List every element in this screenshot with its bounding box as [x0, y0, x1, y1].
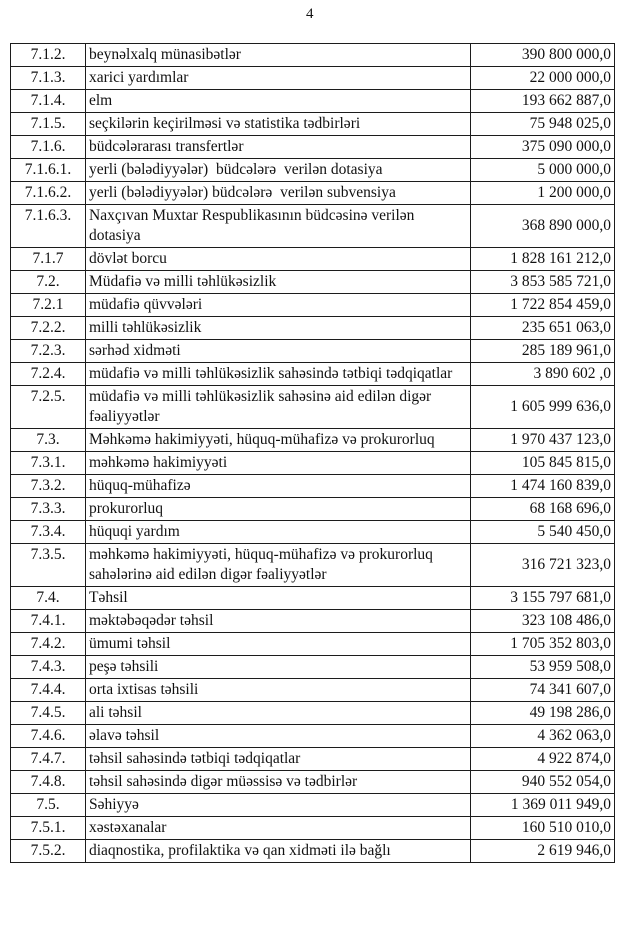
cell-description: məhkəmə hakimiyyəti — [86, 452, 471, 475]
cell-code: 7.4.3. — [11, 656, 86, 679]
cell-code: 7.3.1. — [11, 452, 86, 475]
cell-code: 7.5.1. — [11, 817, 86, 840]
table-row — [11, 44, 615, 67]
table-row — [11, 248, 615, 271]
cell-code: 7.4. — [11, 587, 86, 610]
cell-code: 7.2. — [11, 271, 86, 294]
table-row — [11, 113, 615, 136]
cell-description: diaqnostika, profilaktika və qan xidməti ilə bağlı — [86, 840, 471, 863]
cell-description: xəstəxanalar — [86, 817, 471, 840]
table-row — [11, 475, 615, 498]
table-row — [11, 817, 615, 840]
table-row — [11, 363, 615, 386]
cell-code: 7.3.3. — [11, 498, 86, 521]
cell-amount: 4 362 063,0 — [471, 725, 615, 748]
table-row — [11, 794, 615, 817]
table-row — [11, 656, 615, 679]
cell-code: 7.2.1 — [11, 294, 86, 317]
cell-code: 7.5.2. — [11, 840, 86, 863]
cell-amount: 75 948 025,0 — [471, 113, 615, 136]
cell-code: 7.1.7 — [11, 248, 86, 271]
table-row — [11, 271, 615, 294]
cell-description: Naxçıvan Muxtar Respublikasının büdcəsinə verilən dotasiya — [86, 205, 471, 248]
cell-code: 7.4.2. — [11, 633, 86, 656]
cell-amount: 316 721 323,0 — [471, 544, 615, 587]
cell-amount: 940 552 054,0 — [471, 771, 615, 794]
table-row — [11, 429, 615, 452]
cell-description: sərhəd xidməti — [86, 340, 471, 363]
table-row — [11, 748, 615, 771]
cell-description: Təhsil — [86, 587, 471, 610]
table-row — [11, 90, 615, 113]
cell-code: 7.4.7. — [11, 748, 86, 771]
budget-table — [10, 43, 615, 863]
cell-code: 7.4.8. — [11, 771, 86, 794]
table-row — [11, 633, 615, 656]
cell-description: hüquq-mühafizə — [86, 475, 471, 498]
cell-description: məktəbəqədər təhsil — [86, 610, 471, 633]
cell-amount: 49 198 286,0 — [471, 702, 615, 725]
cell-amount: 235 651 063,0 — [471, 317, 615, 340]
table-row — [11, 294, 615, 317]
cell-amount: 5 000 000,0 — [471, 159, 615, 182]
table-row — [11, 205, 615, 248]
cell-description: hüquqi yardım — [86, 521, 471, 544]
cell-code: 7.2.3. — [11, 340, 86, 363]
cell-description: ümumi təhsil — [86, 633, 471, 656]
cell-code: 7.4.6. — [11, 725, 86, 748]
cell-description: Məhkəmə hakimiyyəti, hüquq-mühafizə və prokurorluq — [86, 429, 471, 452]
cell-code: 7.1.6.1. — [11, 159, 86, 182]
cell-amount: 160 510 010,0 — [471, 817, 615, 840]
table-row — [11, 702, 615, 725]
table-row — [11, 840, 615, 863]
cell-amount: 1 369 011 949,0 — [471, 794, 615, 817]
cell-code: 7.4.1. — [11, 610, 86, 633]
cell-description: məhkəmə hakimiyyəti, hüquq-mühafizə və prokurorluq sahələrinə aid edilən digər fəaliyyətlər — [86, 544, 471, 587]
table-row — [11, 771, 615, 794]
cell-code: 7.3.5. — [11, 544, 86, 587]
cell-amount: 1 722 854 459,0 — [471, 294, 615, 317]
cell-description: əlavə təhsil — [86, 725, 471, 748]
cell-description: müdafiə və milli təhlükəsizlik sahəsinə aid edilən digər fəaliyyətlər — [86, 386, 471, 429]
cell-description: elm — [86, 90, 471, 113]
cell-amount: 74 341 607,0 — [471, 679, 615, 702]
cell-amount: 368 890 000,0 — [471, 205, 615, 248]
table-row — [11, 725, 615, 748]
cell-amount: 5 540 450,0 — [471, 521, 615, 544]
table-row — [11, 182, 615, 205]
cell-description: ali təhsil — [86, 702, 471, 725]
cell-code: 7.3.2. — [11, 475, 86, 498]
cell-code: 7.1.6.2. — [11, 182, 86, 205]
table-row — [11, 159, 615, 182]
cell-description: təhsil sahəsində digər müəssisə və tədbirlər — [86, 771, 471, 794]
cell-description: müdafiə qüvvələri — [86, 294, 471, 317]
cell-code: 7.1.5. — [11, 113, 86, 136]
page-number: 4 — [306, 6, 314, 22]
cell-amount: 3 853 585 721,0 — [471, 271, 615, 294]
cell-code: 7.2.5. — [11, 386, 86, 429]
cell-description: xarici yardımlar — [86, 67, 471, 90]
cell-code: 7.1.4. — [11, 90, 86, 113]
cell-amount: 1 474 160 839,0 — [471, 475, 615, 498]
table-row — [11, 544, 615, 587]
cell-amount: 1 605 999 636,0 — [471, 386, 615, 429]
cell-amount: 375 090 000,0 — [471, 136, 615, 159]
table-row — [11, 679, 615, 702]
cell-amount: 2 619 946,0 — [471, 840, 615, 863]
cell-amount: 3 155 797 681,0 — [471, 587, 615, 610]
cell-amount: 285 189 961,0 — [471, 340, 615, 363]
cell-amount: 3 890 602 ,0 — [471, 363, 615, 386]
cell-amount: 1 200 000,0 — [471, 182, 615, 205]
cell-amount: 105 845 815,0 — [471, 452, 615, 475]
cell-code: 7.1.6.3. — [11, 205, 86, 248]
cell-description: beynəlxalq münasibətlər — [86, 44, 471, 67]
cell-description: dövlət borcu — [86, 248, 471, 271]
cell-amount: 1 705 352 803,0 — [471, 633, 615, 656]
table-row — [11, 610, 615, 633]
cell-description: yerli (bələdiyyələr) büdcələrə verilən dotasiya — [86, 159, 471, 182]
cell-code: 7.3. — [11, 429, 86, 452]
table-row — [11, 498, 615, 521]
budget-table-body — [11, 44, 615, 863]
cell-description: müdafiə və milli təhlükəsizlik sahəsində tətbiqi tədqiqatlar — [86, 363, 471, 386]
cell-description: orta ixtisas təhsili — [86, 679, 471, 702]
cell-code: 7.2.4. — [11, 363, 86, 386]
cell-description: yerli (bələdiyyələr) büdcələrə verilən subvensiya — [86, 182, 471, 205]
cell-amount: 1 828 161 212,0 — [471, 248, 615, 271]
cell-description: milli təhlükəsizlik — [86, 317, 471, 340]
cell-description: Səhiyyə — [86, 794, 471, 817]
table-row — [11, 521, 615, 544]
cell-code: 7.1.6. — [11, 136, 86, 159]
table-row — [11, 67, 615, 90]
cell-description: büdcələrarası transfertlər — [86, 136, 471, 159]
cell-code: 7.4.5. — [11, 702, 86, 725]
cell-amount: 53 959 508,0 — [471, 656, 615, 679]
cell-code: 7.1.3. — [11, 67, 86, 90]
cell-description: təhsil sahəsində tətbiqi tədqiqatlar — [86, 748, 471, 771]
cell-code: 7.4.4. — [11, 679, 86, 702]
table-row — [11, 452, 615, 475]
cell-amount: 68 168 696,0 — [471, 498, 615, 521]
cell-amount: 22 000 000,0 — [471, 67, 615, 90]
cell-amount: 1 970 437 123,0 — [471, 429, 615, 452]
table-row — [11, 136, 615, 159]
cell-code: 7.5. — [11, 794, 86, 817]
cell-amount: 4 922 874,0 — [471, 748, 615, 771]
cell-amount: 323 108 486,0 — [471, 610, 615, 633]
cell-code: 7.1.2. — [11, 44, 86, 67]
table-row — [11, 386, 615, 429]
cell-description: seçkilərin keçirilməsi və statistika tədbirləri — [86, 113, 471, 136]
cell-amount: 193 662 887,0 — [471, 90, 615, 113]
table-row — [11, 340, 615, 363]
cell-amount: 390 800 000,0 — [471, 44, 615, 67]
cell-description: peşə təhsili — [86, 656, 471, 679]
cell-description: prokurorluq — [86, 498, 471, 521]
table-row — [11, 587, 615, 610]
table-row — [11, 317, 615, 340]
cell-description: Müdafiə və milli təhlükəsizlik — [86, 271, 471, 294]
cell-code: 7.3.4. — [11, 521, 86, 544]
cell-code: 7.2.2. — [11, 317, 86, 340]
